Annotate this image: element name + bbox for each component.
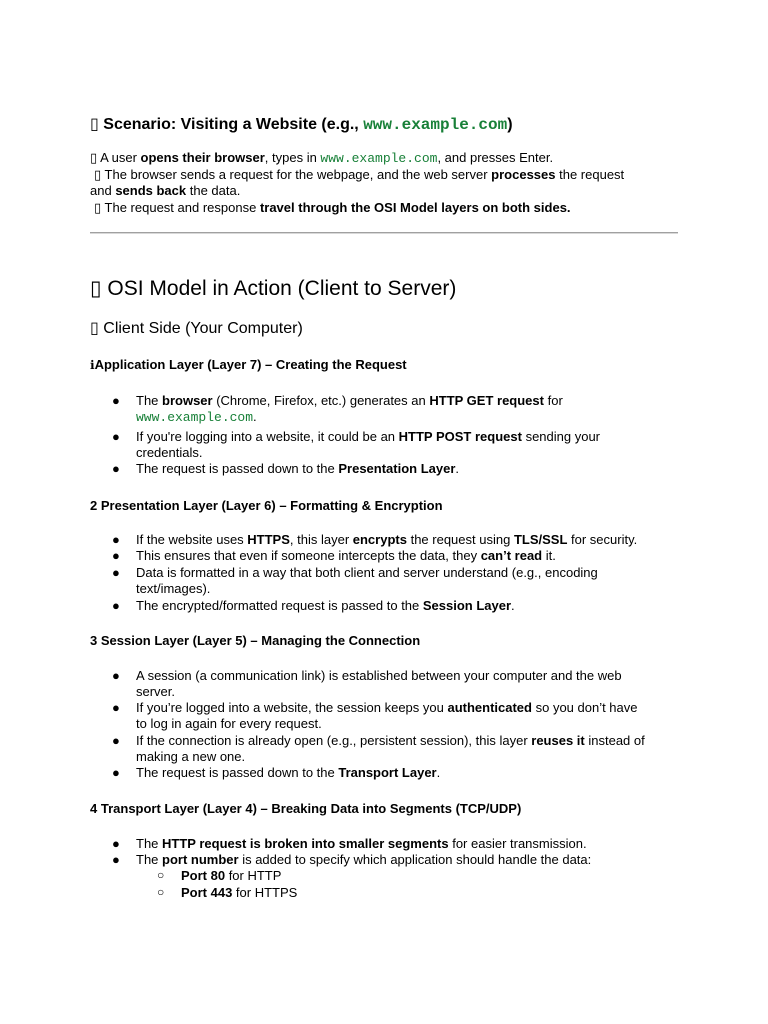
- bold-text: authenticated: [447, 700, 532, 715]
- text: A session (a communication link) is established between your computer and the web: [136, 668, 622, 683]
- text: the data.: [186, 183, 241, 198]
- layer-heading-text: Transport Layer (Layer 4) – Breaking Data into Segments (TCP/UDP): [100, 801, 522, 816]
- bullet-icon: ●: [112, 429, 120, 444]
- text: it.: [542, 548, 556, 563]
- missing-glyph-icon: ▯: [94, 201, 102, 216]
- text: Data is formatted in a way that both client and server understand (e.g., encoding: [136, 565, 598, 580]
- text: (Chrome, Firefox, etc.) generates an: [212, 393, 430, 408]
- scenario-line-4: [94, 200, 571, 218]
- text: text/images).: [136, 581, 211, 596]
- bold-text: Transport Layer: [338, 765, 437, 780]
- list-item: [136, 700, 681, 732]
- scenario-title: Scenario: Visiting a Website (e.g.,: [103, 116, 364, 133]
- layer-number: 3: [90, 633, 98, 648]
- bold-text: HTTP GET request: [429, 393, 544, 408]
- bold-text: HTTP request is broken into smaller segments: [162, 836, 449, 851]
- number-1-icon: ℹ: [90, 358, 95, 372]
- section-heading: [90, 276, 456, 301]
- text: .: [511, 598, 515, 613]
- text: If the connection is already open (e.g., persistent session), this layer: [136, 733, 532, 748]
- layer-heading: [90, 801, 521, 816]
- text: sending your: [521, 429, 601, 444]
- bold-text: processes: [491, 167, 556, 182]
- list-item: [136, 765, 681, 781]
- layer-heading: [90, 498, 443, 513]
- client-side-title: Client Side (Your Computer): [103, 320, 303, 337]
- layer-number: 2: [90, 498, 98, 513]
- text: for security.: [567, 532, 638, 547]
- bold-text: encrypts: [352, 532, 407, 547]
- bold-text: Session Layer: [422, 598, 512, 613]
- list-item: [136, 565, 681, 597]
- text: for easier transmission.: [448, 836, 587, 851]
- bullet-icon: ●: [112, 836, 120, 851]
- missing-glyph-icon: ▯: [90, 276, 102, 300]
- text: for HTTP: [225, 868, 282, 883]
- sub-list-item: [181, 868, 281, 884]
- scenario-title-end: ): [507, 116, 513, 133]
- missing-glyph-icon: ▯: [90, 151, 98, 166]
- layer-heading: [90, 357, 407, 372]
- bold-text: sends back: [115, 183, 187, 198]
- bullet-icon: ●: [112, 532, 120, 547]
- list-item: [136, 532, 681, 548]
- bold-text: travel through the OSI Model layers on both sides.: [259, 200, 571, 215]
- text: instead of: [584, 733, 645, 748]
- bullet-icon: ●: [112, 733, 120, 748]
- sub-list-item: [181, 885, 297, 901]
- bullet-icon: ●: [112, 565, 120, 580]
- list-item: [136, 668, 681, 700]
- layer-heading: [90, 633, 420, 648]
- bold-text: browser: [162, 393, 213, 408]
- list-item: [136, 429, 681, 461]
- layer-heading-text: Application Layer (Layer 7) – Creating the Request: [94, 357, 407, 372]
- text: server.: [136, 684, 176, 699]
- client-side-heading: [90, 318, 303, 338]
- bullet-icon: ●: [112, 598, 120, 613]
- text: and: [90, 183, 116, 198]
- missing-glyph-icon: ▯: [94, 168, 102, 183]
- text: This ensures that even if someone intercepts the data, they: [136, 548, 481, 563]
- bold-text: Port 80: [181, 868, 226, 883]
- bullet-icon: ●: [112, 548, 120, 563]
- text: .: [455, 461, 460, 476]
- text: If you’re logged into a website, the session keeps you: [136, 700, 448, 715]
- scenario-heading: [90, 114, 513, 134]
- text: making a new one.: [136, 749, 246, 764]
- text: for: [543, 393, 563, 408]
- bold-text: HTTP POST request: [398, 429, 522, 444]
- scenario-line-3: [90, 183, 240, 200]
- bold-text: opens their browser: [140, 150, 265, 165]
- text: The request is passed down to the: [136, 461, 339, 476]
- layer-number: 4: [90, 801, 98, 816]
- list-item: [136, 461, 681, 477]
- text: the request: [555, 167, 625, 182]
- scenario-line-2: [94, 167, 624, 185]
- text: The request and response: [104, 200, 260, 215]
- bold-text: TLS/SSL: [513, 532, 568, 547]
- list-item: [136, 852, 681, 868]
- bold-text: HTTPS: [247, 532, 290, 547]
- text: , types in: [264, 150, 321, 165]
- text: , and presses Enter.: [437, 150, 554, 165]
- bold-text: reuses it: [531, 733, 585, 748]
- missing-glyph-icon: ▯: [90, 318, 99, 337]
- sub-bullet-icon: ○: [157, 885, 165, 899]
- bullet-icon: ●: [112, 668, 120, 683]
- layer-heading-text: Presentation Layer (Layer 6) – Formatting & Encryption: [100, 498, 443, 513]
- list-item: [136, 393, 681, 426]
- text: , this layer: [289, 532, 353, 547]
- layer-heading-text: Session Layer (Layer 5) – Managing the Connection: [100, 633, 421, 648]
- text: credentials.: [136, 445, 203, 460]
- text: A user: [100, 150, 141, 165]
- text: The encrypted/formatted request is passed to the: [136, 598, 423, 613]
- text: the request using: [406, 532, 514, 547]
- bold-text: port number: [162, 852, 239, 867]
- scenario-line-1: [90, 150, 553, 168]
- bullet-icon: ●: [112, 852, 120, 867]
- bold-text: can’t read: [480, 548, 543, 563]
- text: The browser sends a request for the webpage, and the web server: [104, 167, 492, 182]
- text: is added to specify which application should handle the data:: [238, 852, 592, 867]
- horizontal-divider: [90, 232, 678, 234]
- text: .: [253, 409, 257, 424]
- text: If you're logging into a website, it could be an: [136, 429, 399, 444]
- bullet-icon: ●: [112, 393, 120, 408]
- bold-text: Presentation Layer: [338, 461, 456, 476]
- url-code: www.example.com: [320, 151, 438, 166]
- section-title: OSI Model in Action (Client to Server): [107, 277, 457, 300]
- bullet-icon: ●: [112, 461, 120, 476]
- text: .: [436, 765, 441, 780]
- list-item: [136, 733, 681, 765]
- list-item: [136, 598, 681, 614]
- scenario-title-url: www.example.com: [363, 116, 508, 134]
- text: The: [136, 393, 163, 408]
- sub-bullet-icon: ○: [157, 868, 165, 882]
- text: for HTTPS: [232, 885, 298, 900]
- text: The: [136, 852, 163, 867]
- list-item: [136, 836, 681, 852]
- url-code: www.example.com: [136, 410, 254, 425]
- text: to log in again for every request.: [136, 716, 322, 731]
- text: The: [136, 836, 163, 851]
- list-item: [136, 548, 681, 564]
- text: The request is passed down to the: [136, 765, 339, 780]
- text: so you don’t have: [531, 700, 638, 715]
- missing-glyph-icon: ▯: [90, 114, 99, 133]
- bold-text: Port 443: [181, 885, 233, 900]
- text: If the website uses: [136, 532, 248, 547]
- bullet-icon: ●: [112, 700, 120, 715]
- bullet-icon: ●: [112, 765, 120, 780]
